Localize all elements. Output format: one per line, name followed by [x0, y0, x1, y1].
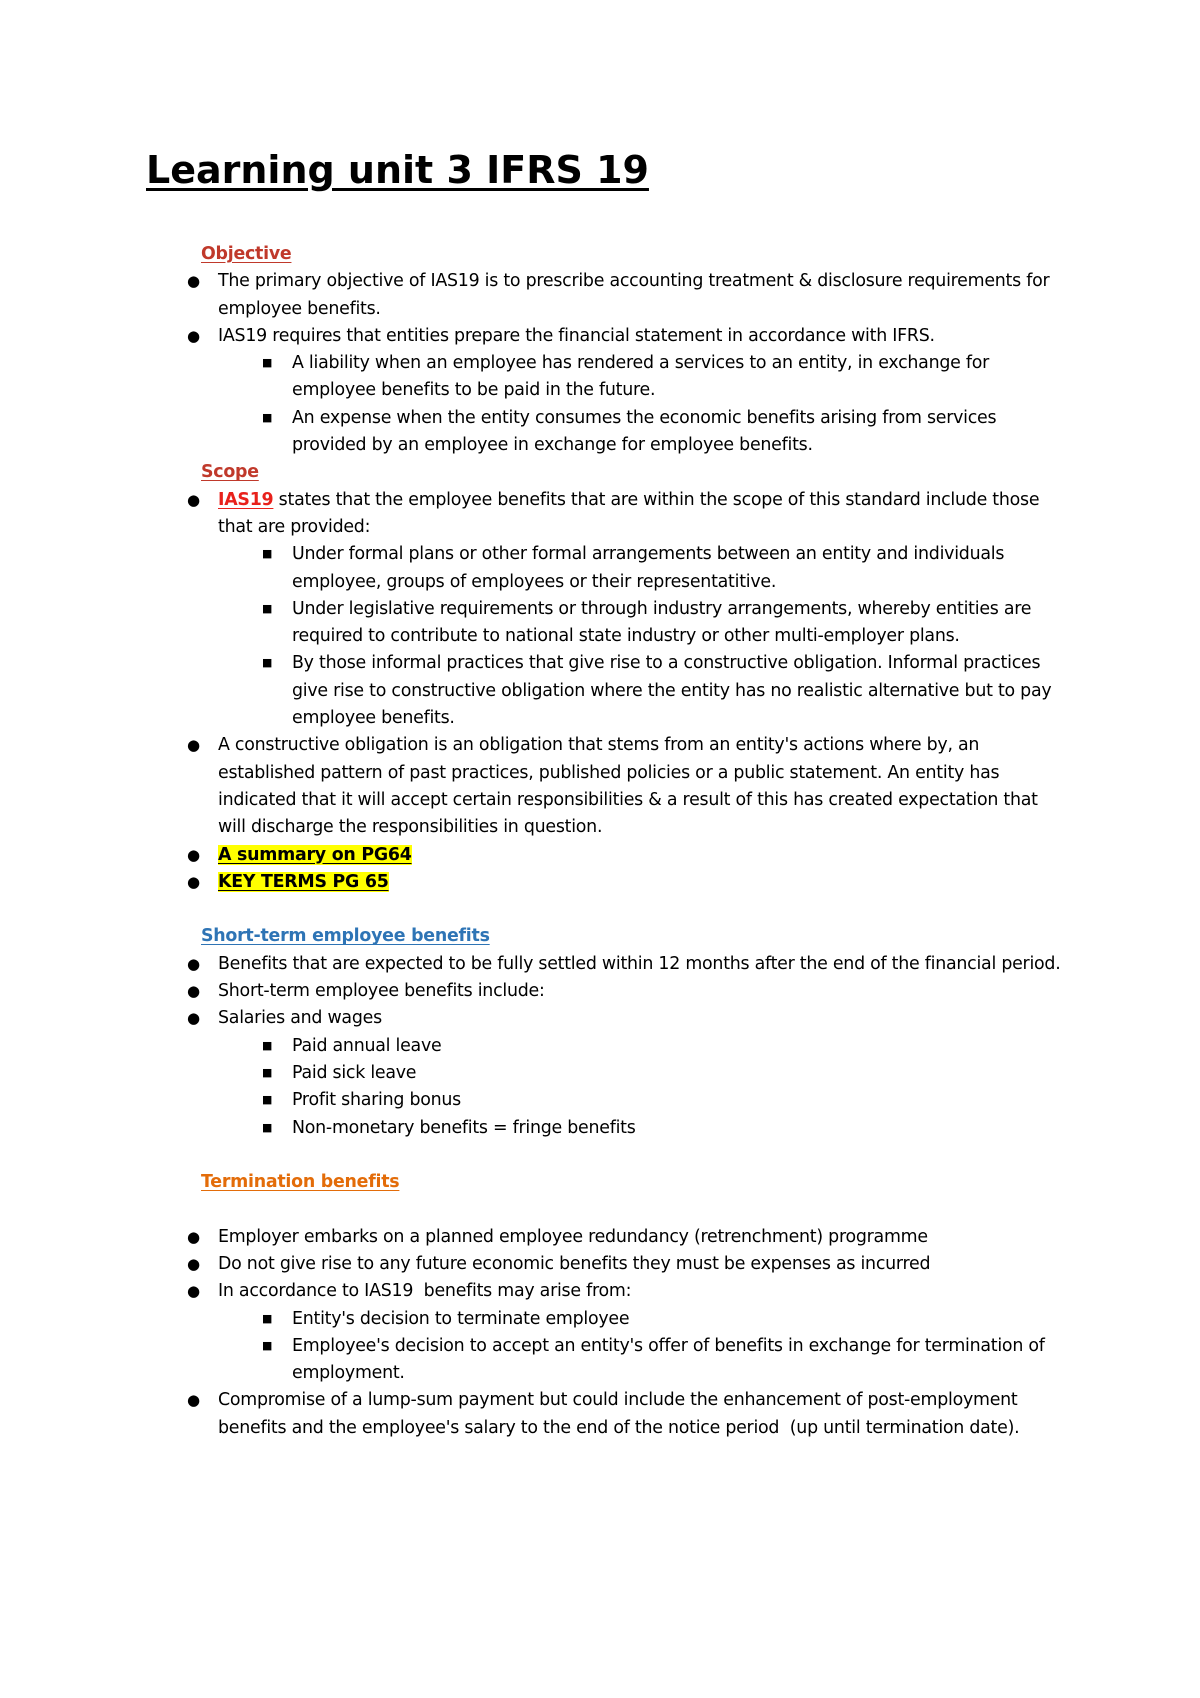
bullet-text: Short-term employee benefits include:: [218, 981, 545, 1002]
section-heading-termination: Termination benefits: [201, 1172, 400, 1193]
square-bullet-icon: ■: [262, 356, 273, 370]
sub-bullet-text: Profit sharing bonus: [292, 1090, 461, 1111]
ias19-reference: IAS19: [218, 489, 274, 510]
sub-bullet-item: [262, 541, 1068, 596]
sub-bullet-item: [262, 1306, 1068, 1333]
bullet-dot-icon: ●: [187, 982, 200, 1001]
bullet-dot-icon: ●: [187, 1254, 200, 1273]
bullet-dot-icon: ●: [187, 272, 200, 291]
bullet-item: [187, 1251, 1068, 1278]
section-heading-scope: Scope: [201, 462, 259, 483]
square-bullet-icon: ■: [262, 1093, 273, 1107]
square-bullet-icon: ■: [262, 547, 273, 561]
bullet-text: Compromise of a lump-sum payment but could include the enhancement of post-employment benefits and the employee's salary to the end of the notice period (up until termination date).: [218, 1390, 1023, 1438]
bullet-item: [187, 978, 1068, 1005]
bullet-item: [187, 869, 1068, 896]
square-bullet-icon: ■: [262, 1065, 273, 1079]
sub-bullet-text: By those informal practices that give rise to a constructive obligation. Informal practices give rise to constructive obligation where the entity has no realistic alternative but to pay employee benefits.: [292, 653, 1052, 729]
bullet-text: The primary objective of IAS19 is to prescribe accounting treatment & disclosure requirements for employee benefits.: [218, 271, 1050, 319]
bullet-item: [187, 1005, 1068, 1032]
sub-bullet-item: [262, 1087, 1068, 1114]
square-bullet-icon: ■: [262, 1120, 273, 1134]
bullet-item: [187, 487, 1068, 542]
bullet-dot-icon: ●: [187, 736, 200, 755]
sub-bullet-text: Under formal plans or other formal arrangements between an entity and individuals employee, groups of employees or their representatitive.: [292, 544, 1005, 592]
bullet-text: IAS19 requires that entities prepare the financial statement in accordance with IFRS.: [218, 325, 935, 346]
bullet-text: In accordance to IAS19 benefits may arise from:: [218, 1281, 632, 1302]
highlighted-summary-note: A summary on PG64: [218, 844, 412, 865]
bullet-dot-icon: ●: [187, 1282, 200, 1301]
bullet-item: [187, 842, 1068, 869]
bullet-dot-icon: ●: [187, 1391, 200, 1410]
bullet-item: [187, 1278, 1068, 1305]
bullet-item: [187, 1387, 1068, 1442]
sub-bullet-text: A liability when an employee has rendered a services to an entity, in exchange for employee benefits to be paid in the future.: [292, 353, 990, 401]
sub-bullet-item: [262, 1115, 1068, 1142]
sub-bullet-text: Paid annual leave: [292, 1035, 442, 1056]
document-title: Learning unit 3 IFRS 19: [146, 148, 649, 192]
sub-bullet-item: [262, 350, 1068, 405]
sub-bullet-item: [262, 405, 1068, 460]
spacer: [0, 1196, 1200, 1223]
sub-bullet-item: [262, 596, 1068, 651]
square-bullet-icon: ■: [262, 410, 273, 424]
square-bullet-icon: ■: [262, 601, 273, 615]
sub-bullet-text: Entity's decision to terminate employee: [292, 1308, 630, 1329]
bullet-item: [187, 732, 1068, 841]
sub-bullet-item: [262, 1060, 1068, 1087]
square-bullet-icon: ■: [262, 1038, 273, 1052]
highlighted-key-terms-note: KEY TERMS PG 65: [218, 871, 389, 892]
sub-bullet-item: [262, 1333, 1068, 1388]
bullet-text: Do not give rise to any future economic benefits they must be expenses as incurred: [218, 1253, 931, 1274]
bullet-item: [187, 268, 1068, 323]
bullet-dot-icon: ●: [187, 326, 200, 345]
square-bullet-icon: ■: [262, 656, 273, 670]
bullet-dot-icon: ●: [187, 845, 200, 864]
sub-bullet-item: [262, 650, 1068, 732]
bullet-text: Salaries and wages: [218, 1008, 382, 1029]
bullet-item: [187, 1224, 1068, 1251]
bullet-text: states that the employee benefits that are within the scope of this standard include those that are provided:: [218, 489, 1040, 537]
square-bullet-icon: ■: [262, 1311, 273, 1325]
bullet-dot-icon: ●: [187, 1227, 200, 1246]
bullet-text: Employer embarks on a planned employee redundancy (retrenchment) programme: [218, 1226, 928, 1247]
bullet-dot-icon: ●: [187, 1009, 200, 1028]
section-heading-short-term: Short-term employee benefits: [201, 926, 490, 947]
bullet-text: A constructive obligation is an obligation that stems from an entity's actions where by, an established pattern of past practices, published policies or a public statement. An entity has indicated that it will accept certain responsibilities & a result of this has created expectation that will discharge the responsibilities in question.: [218, 735, 1038, 838]
sub-bullet-text: Under legislative requirements or through industry arrangements, whereby entities are required to contribute to national state industry or other multi-employer plans.: [292, 598, 1032, 647]
bullet-item: [187, 323, 1068, 350]
bullet-item: [187, 951, 1068, 978]
bullet-dot-icon: ●: [187, 490, 200, 509]
bullet-dot-icon: ●: [187, 954, 200, 973]
document-body: [0, 241, 1200, 1442]
section-heading-objective: Objective: [201, 244, 292, 264]
sub-bullet-item: [262, 1033, 1068, 1060]
sub-bullet-text: Non-monetary benefits = fringe benefits: [292, 1117, 636, 1138]
spacer: [0, 1142, 1200, 1169]
sub-bullet-text: An expense when the entity consumes the economic benefits arising from services provided by an employee in exchange for employee benefits.: [292, 407, 997, 456]
spacer: [0, 896, 1200, 923]
bullet-dot-icon: ●: [187, 872, 200, 891]
square-bullet-icon: ■: [262, 1338, 273, 1352]
sub-bullet-text: Paid sick leave: [292, 1062, 417, 1083]
sub-bullet-text: Employee's decision to accept an entity's offer of benefits in exchange for termination of employment.: [292, 1335, 1045, 1384]
bullet-text: Benefits that are expected to be fully settled within 12 months after the end of the financial period.: [218, 953, 1061, 974]
